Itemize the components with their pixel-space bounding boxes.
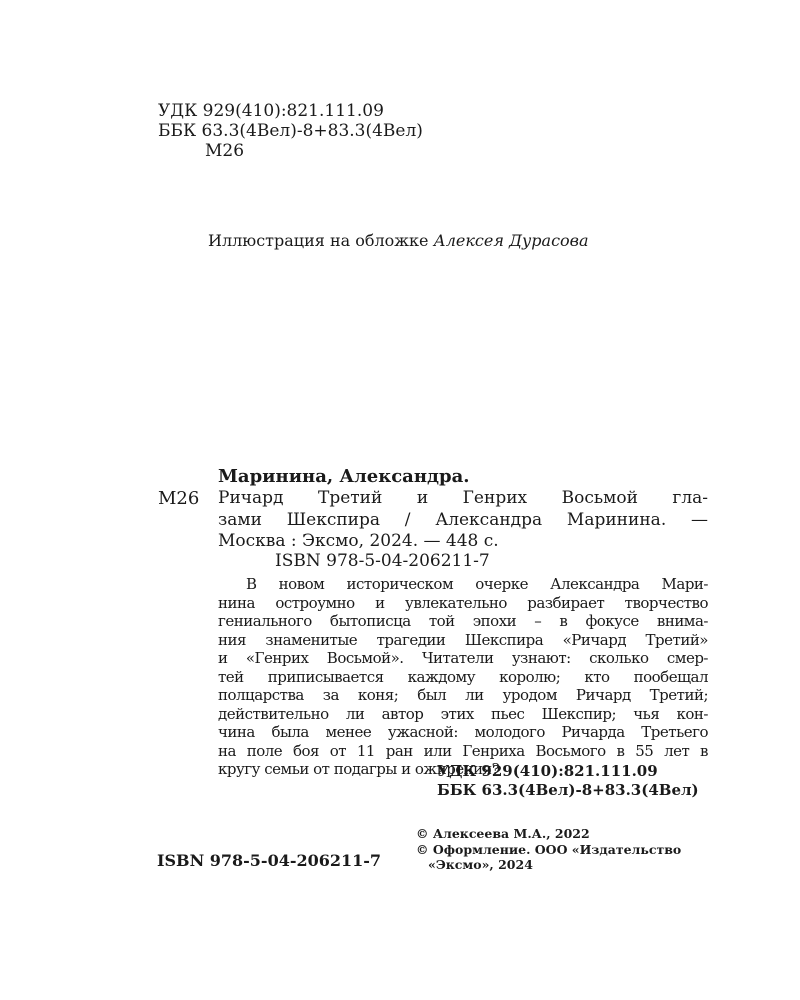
bbk-code: ББК 63.3(4Вел)-8+83.3(4Вел) <box>158 121 423 141</box>
bib-isbn: ISBN 978-5-04-206211-7 <box>275 551 490 571</box>
illustration-artist: Алексея Дурасова <box>433 231 589 250</box>
copyright-block <box>416 826 681 873</box>
bibliographic-description <box>218 488 708 553</box>
bib-line: зами Шекспира / Александра Маринина. — <box>218 509 708 530</box>
author-heading: Маринина, Александра. <box>218 466 470 487</box>
abstract-line: тей приписывается каждому королю; кто пообещал <box>218 667 708 686</box>
bib-line: Москва : Эксмо, 2024. — 448 с. <box>218 531 499 551</box>
abstract-line: гениального бытописца той эпохи – в фокусе внима- <box>218 612 708 630</box>
abstract <box>218 575 708 779</box>
copyright-author: © Алексеева М.А., 2022 <box>416 826 590 841</box>
abstract-line: действительно ли автор этих пьес Шекспир; чья кон- <box>218 704 708 723</box>
classification-codes-bottom <box>437 762 699 800</box>
isbn-footer: ISBN 978-5-04-206211-7 <box>157 851 382 870</box>
abstract-line: В новом историческом очерке Александра Мари- <box>246 575 708 593</box>
abstract-line: ния знаменитые трагедии Шекспира «Ричард Третий» <box>218 630 708 649</box>
abstract-line: чина была менее ужасной: молодого Ричарда Третьего <box>218 723 708 741</box>
bib-author-mark: М26 <box>158 488 200 509</box>
copyright-design: © Оформление. ООО «Издательство <box>416 841 682 857</box>
illustration-prefix: Иллюстрация на обложке <box>208 231 429 250</box>
abstract-line: кругу семьи от подагры и ожирения? <box>218 760 500 778</box>
udk-code: УДК 929(410):821.111.09 <box>158 101 384 121</box>
abstract-line: и «Генрих Восьмой». Читатели узнают: сколько смер- <box>218 649 708 667</box>
bbk-code-bottom: ББК 63.3(4Вел)-8+83.3(4Вел) <box>437 781 699 799</box>
abstract-line: полцарства за коня; был ли уродом Ричард Третий; <box>218 686 708 704</box>
illustration-credit <box>208 231 589 250</box>
abstract-line: на поле боя от 11 ран или Генриха Восьмого в 55 лет в <box>218 741 708 760</box>
udk-code-bottom: УДК 929(410):821.111.09 <box>437 762 658 780</box>
bib-line: Ричард Третий и Генрих Восьмой гла- <box>218 488 708 508</box>
abstract-line: нина остроумно и увлекательно разбирает творчество <box>218 593 708 612</box>
author-mark: М26 <box>205 141 245 161</box>
copyright-design-cont: «Эксмо», 2024 <box>428 857 533 872</box>
classification-codes-top <box>158 101 423 161</box>
